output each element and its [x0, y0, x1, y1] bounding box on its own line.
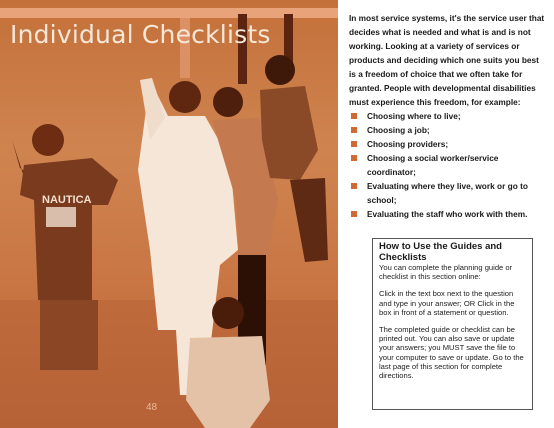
- list-item: [349, 109, 545, 123]
- bullet-square-icon: [351, 127, 357, 133]
- list-item-text: Choosing providers;: [367, 139, 449, 149]
- list-item: [349, 179, 545, 207]
- howto-title: How to Use the Guides and Checklists: [379, 241, 502, 263]
- howto-paragraph: Click in the text box next to the question and type in your answer; OR Click in the box in front of a statement or question.: [379, 289, 515, 317]
- list-item: [349, 207, 545, 221]
- bullet-square-icon: [351, 141, 357, 147]
- intro-paragraph: In most service systems, it's the service user that decides what is needed and what is and is not working. Looking at a variety of services or products and deciding which one suits you best is a freedom of choice that we often take for granted. People with developmental disabilities must experience this freedom, for example:: [349, 13, 545, 107]
- list-item-text: Evaluating where they live, work or go to school;: [367, 181, 528, 205]
- bullet-square-icon: [351, 155, 357, 161]
- howto-box: [372, 238, 533, 410]
- list-item-text: Choosing a job;: [367, 125, 430, 135]
- bullet-square-icon: [351, 211, 357, 217]
- howto-paragraph: The completed guide or checklist can be printed out. You can also save or update your answers; you MUST save the file to your computer to save or update. Go to the last page of this section for complete directions.: [379, 325, 524, 381]
- page-number: 48: [146, 402, 158, 413]
- list-item-text: Choosing where to live;: [367, 111, 461, 121]
- bullet-square-icon: [351, 113, 357, 119]
- list-item: [349, 151, 545, 179]
- list-item: [349, 123, 545, 137]
- page-title: Individual Checklists: [10, 20, 271, 49]
- examples-list: [349, 109, 545, 221]
- intro-section: [349, 11, 545, 221]
- bullet-square-icon: [351, 183, 357, 189]
- list-item-text: Choosing a social worker/service coordinator;: [367, 153, 499, 177]
- list-item-text: Evaluating the staff who work with them.: [367, 209, 528, 219]
- shirt-text: NAUTICA: [42, 194, 92, 206]
- howto-paragraph: You can complete the planning guide or checklist in this section online:: [379, 263, 513, 282]
- list-item: [349, 137, 545, 151]
- howto-body: [379, 263, 526, 380]
